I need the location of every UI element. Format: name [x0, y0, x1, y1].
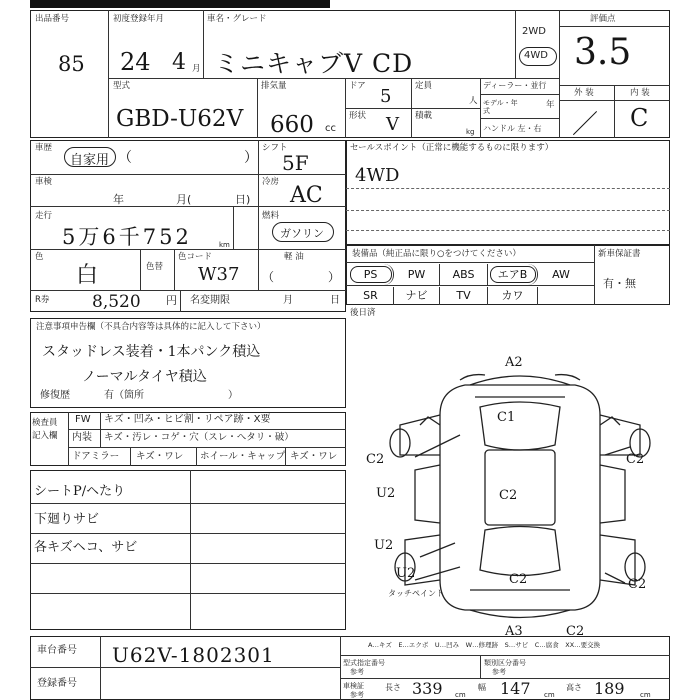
- interior-value: C: [630, 104, 649, 132]
- reg-no-label: 登録番号: [37, 678, 77, 689]
- grade-value: 3.5: [574, 32, 632, 73]
- shaken-doc-label: 車検証: [343, 682, 364, 690]
- displacement-unit: cc: [325, 123, 336, 134]
- doors-label: ドア: [349, 81, 366, 91]
- mileage-value: 5万6千752: [62, 225, 192, 249]
- interior-label: 内 装: [630, 88, 650, 98]
- name-change-day: 日: [330, 295, 340, 306]
- damage-mark: U2: [374, 538, 394, 553]
- shape-label: 形状: [349, 111, 367, 121]
- shape-value: V: [386, 114, 399, 135]
- fuel-label: 燃料: [262, 211, 280, 221]
- damage-mark: C2: [499, 488, 518, 503]
- fw-text: キズ・凹み・ヒビ割・リペア跡・X要: [104, 414, 271, 425]
- color-value: 白: [76, 263, 99, 288]
- shiharai-label: 軽 油: [284, 252, 304, 262]
- fuel-value: ガソリン: [280, 227, 324, 240]
- after-notes-label: 後日済: [350, 308, 376, 318]
- inner-text: キズ・汚レ・コゲ・穴（スレ・へタリ・破）: [104, 432, 294, 443]
- drive-4wd: 4WD: [524, 50, 548, 61]
- length-label: 長さ: [385, 683, 401, 692]
- capacity-unit: 人: [469, 96, 478, 106]
- damage-legend: A…キズ E…エクボ U…凹み W…修理跡 S…サビ C…腐食 XX…要交換: [368, 641, 601, 649]
- car-name-label: 車名・グレード: [207, 14, 267, 24]
- equipment-item-row1-4: AW: [552, 268, 570, 281]
- grade-label: 評価点: [590, 14, 616, 24]
- shaken-year: 年: [113, 193, 124, 206]
- damage-mark: C2: [509, 572, 528, 587]
- damage-mark: C1: [497, 410, 516, 425]
- drive-2wd: 2WD: [522, 26, 546, 37]
- remark-2: 下廻りサビ: [34, 512, 100, 527]
- length-unit: cm: [455, 691, 466, 699]
- first-reg-month: 4: [172, 50, 186, 75]
- remark-1: シートP/ヘたり: [34, 484, 126, 499]
- recycle-label: R券: [35, 295, 50, 305]
- equipment-item-row2-4: [538, 287, 584, 305]
- first-reg-label: 初度登録年月: [113, 14, 165, 24]
- damage-mark: C2: [626, 452, 645, 467]
- dealer-label: ディーラー・並行: [483, 81, 547, 90]
- history-close: ）: [244, 150, 258, 166]
- ac-label: 冷房: [262, 177, 280, 187]
- private-use-value: 自家用: [70, 153, 110, 168]
- model-value: GBD-U62V: [116, 106, 244, 132]
- equipment-item-row1-0: PS: [348, 264, 394, 285]
- name-change-label: 名変期限: [190, 295, 230, 306]
- damage-mark: A3: [505, 624, 523, 639]
- mirror-label: ドアミラー: [72, 451, 120, 462]
- damage-mark: U2: [396, 566, 416, 581]
- fw-label: FW: [75, 414, 91, 425]
- damage-mark: C2: [566, 624, 585, 639]
- displacement-value: 660: [270, 112, 314, 138]
- width-unit: cm: [544, 691, 555, 699]
- load-label: 積載: [415, 111, 433, 121]
- equipment-label: 装備品（純正品に限り○をつけてください）: [352, 249, 521, 259]
- color-code-label: 色コード: [178, 252, 213, 262]
- length-value: 339: [412, 679, 443, 698]
- shaken-doc-sub: 参考: [350, 691, 364, 699]
- shiharai-open: （: [262, 270, 275, 284]
- handle-label: ハンドル 左・右: [483, 124, 542, 133]
- inner-label: 内装: [72, 432, 92, 443]
- notes-line-1: スタッドレス装着・1本パンク積込: [42, 344, 261, 360]
- color-code-value: W37: [198, 264, 240, 285]
- shift-value: 5F: [282, 151, 309, 175]
- chassis-label: 車台番号: [37, 645, 77, 656]
- damage-mark: タッチペイント: [388, 589, 444, 598]
- model-label: 型式: [113, 81, 131, 91]
- model-year-label: モデル・年式: [483, 99, 518, 115]
- first-reg-year: 24: [120, 48, 151, 76]
- mileage-unit: km: [219, 241, 230, 249]
- lot-label: 出品番号: [35, 14, 70, 24]
- equipment-item-row1-2: ABS: [440, 264, 488, 285]
- shaken-month: 月(: [176, 193, 192, 206]
- mirror-text: キズ・ワレ: [136, 451, 184, 462]
- damage-mark: U2: [376, 486, 396, 501]
- name-change-month: 月: [283, 295, 293, 306]
- first-reg-month-unit: 月: [192, 64, 201, 74]
- damage-mark: C2: [366, 452, 385, 467]
- equipment-item-row2-3: カワ: [488, 287, 538, 305]
- width-value: 147: [500, 679, 531, 698]
- equipment-item-row2-0: SR: [348, 287, 394, 305]
- damage-mark: C2: [628, 577, 647, 592]
- equipment-row-2: [348, 287, 594, 305]
- shaken-day: 日): [235, 193, 251, 206]
- repair-label: 修復歴: [40, 390, 70, 401]
- equipment-item-row2-2: TV: [440, 287, 488, 305]
- load-unit: kg: [466, 128, 475, 136]
- top-header-strip: [30, 0, 330, 8]
- car-name-value: ミニキャブV CD: [214, 49, 414, 78]
- class-number-sub: 参考: [492, 668, 506, 676]
- notes-label: 注意事項申告欄（不具合内容等は具体的に記入して下さい）: [36, 322, 266, 332]
- type-designation-label: 型式指定番号: [343, 659, 385, 667]
- inspector-label-2: 記入欄: [32, 431, 58, 441]
- notes-line-2: ノーマルタイヤ積込: [82, 369, 207, 385]
- exterior-label: 外 装: [574, 88, 594, 98]
- recycle-value: 8,520: [92, 292, 141, 312]
- wheel-label: ホイール・キャップ: [200, 451, 286, 462]
- lot-number: 85: [58, 52, 85, 76]
- mileage-label: 走行: [35, 211, 53, 221]
- wheel-text: キズ・ワレ: [290, 451, 338, 462]
- doors-value: 5: [380, 86, 392, 107]
- color-label: 色: [35, 252, 44, 262]
- new-car-warranty-value: 有・無: [603, 277, 636, 290]
- recycle-unit: 円: [166, 294, 177, 307]
- repair-close: ）: [228, 390, 238, 401]
- new-car-warranty-label: 新車保証書: [598, 249, 641, 259]
- sales-point-value: 4WD: [355, 165, 400, 186]
- color-change-label: 色替: [146, 262, 164, 272]
- height-value: 189: [594, 679, 625, 698]
- equipment-row-1: [348, 264, 594, 285]
- inspector-label-1: 検査員: [32, 418, 58, 428]
- displacement-label: 排気量: [261, 81, 287, 91]
- shiharai-close: ）: [328, 270, 341, 284]
- type-designation-sub: 参考: [350, 668, 364, 676]
- shift-label: シフト: [262, 143, 288, 153]
- chassis-value: U62V-1802301: [112, 643, 275, 667]
- damage-mark: A2: [505, 355, 523, 370]
- repair-value: 有（箇所: [104, 390, 144, 401]
- remark-3: 各キズヘコ、サビ: [34, 540, 138, 555]
- history-label: 車歴: [35, 143, 53, 153]
- model-year-unit: 年: [546, 100, 555, 110]
- width-label: 幅: [478, 683, 486, 692]
- ac-value: AC: [290, 183, 323, 208]
- height-label: 高さ: [566, 683, 582, 692]
- shaken-label: 車検: [35, 177, 53, 187]
- exterior-value: ／: [572, 110, 599, 140]
- sales-point-label: セールスポイント（正常に機能するものに限ります）: [350, 143, 554, 153]
- capacity-label: 定員: [415, 81, 433, 91]
- class-number-label: 類別区分番号: [484, 659, 526, 667]
- height-unit: cm: [640, 691, 651, 699]
- equipment-item-row1-3: エアB: [488, 264, 538, 285]
- equipment-item-row1-1: PW: [394, 264, 440, 285]
- equipment-item-row2-1: ナビ: [394, 287, 440, 305]
- history-open: （: [118, 150, 132, 166]
